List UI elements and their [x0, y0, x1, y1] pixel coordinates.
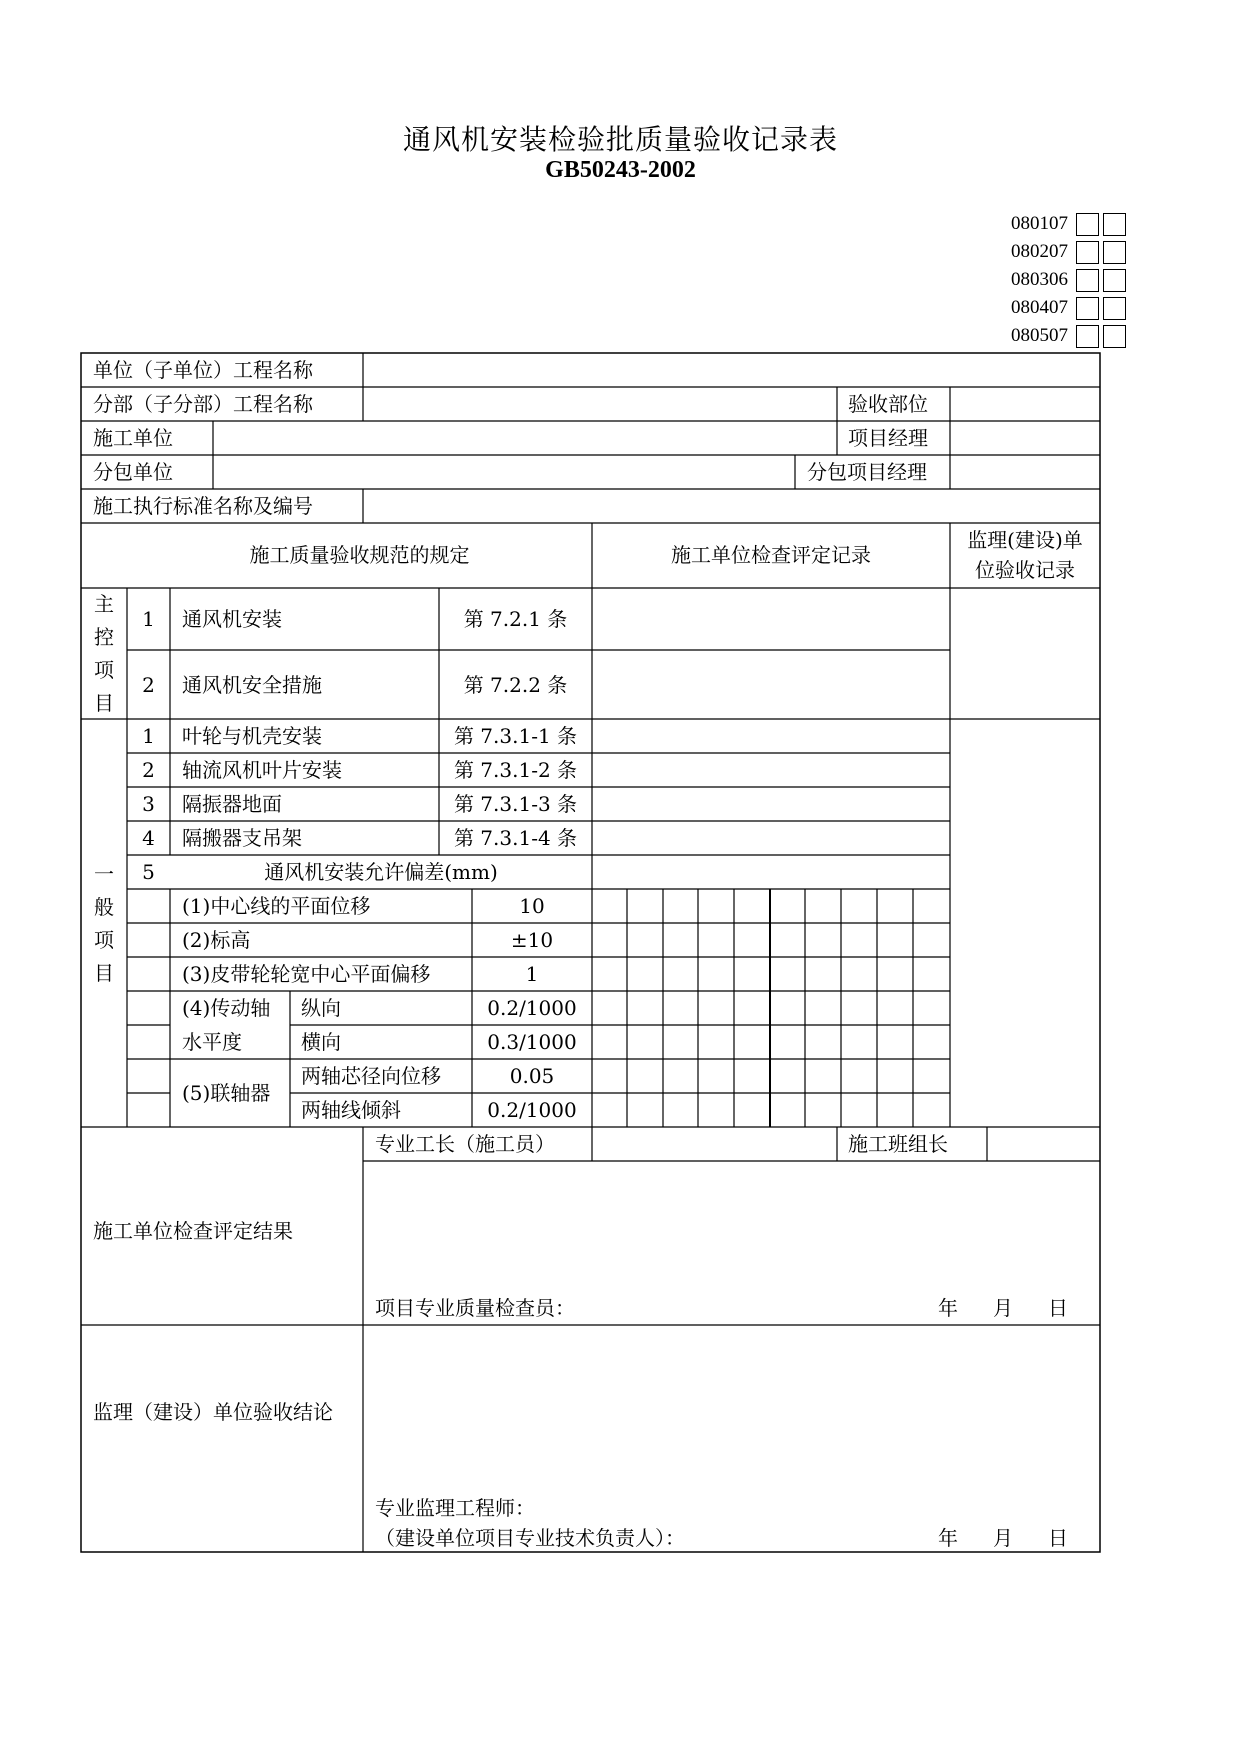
- item-number: 4: [142, 826, 155, 850]
- item-clause: 第 7.3.1-4 条: [453, 826, 578, 850]
- project-manager-label: 项目经理: [848, 426, 928, 450]
- general-label-char: 项: [94, 928, 114, 952]
- deviation-item-name: (1)中心线的平面位移: [182, 894, 371, 918]
- supervision-column-header-line1: 监理(建设)单: [967, 528, 1083, 552]
- item-name: 通风机安装: [182, 607, 282, 631]
- general-label-char: 一: [94, 862, 114, 886]
- shaft-label-line2: 水平度: [182, 1030, 242, 1054]
- date-year: 年: [938, 1526, 958, 1550]
- subcontract-unit-label: 分包单位: [93, 460, 173, 484]
- coupling-label: (5)联轴器: [182, 1081, 271, 1105]
- item-number: 2: [142, 673, 155, 697]
- item-number: 2: [142, 758, 155, 782]
- main-control-label-char: 目: [94, 691, 114, 715]
- shaft-item-value: 0.3/1000: [487, 1030, 577, 1054]
- supervision-column-header-line2: 位验收记录: [975, 558, 1075, 582]
- team-leader-label: 施工班组长: [848, 1132, 948, 1156]
- main-control-label-char: 控: [94, 625, 114, 649]
- general-label-char: 般: [94, 895, 114, 919]
- item-number: 5: [142, 860, 155, 884]
- supervision-engineer-label: 专业监理工程师：: [375, 1496, 535, 1520]
- item-name: 轴流风机叶片安装: [182, 758, 342, 782]
- shaft-item-name: 横向: [301, 1030, 341, 1054]
- shaft-item-name: 纵向: [301, 996, 341, 1020]
- owner-tech-label: （建设单位项目专业技术负责人）：: [375, 1526, 685, 1550]
- main-control-label-char: 项: [94, 658, 114, 682]
- subcontract-manager-label: 分包项目经理: [807, 460, 927, 484]
- deviation-item-value: 1: [525, 962, 539, 986]
- spec-column-header: 施工质量验收规范的规定: [249, 543, 470, 567]
- item-name: 隔搬器支吊架: [182, 826, 302, 850]
- sub-project-label: 分部（子分部）工程名称: [93, 392, 313, 416]
- coupling-item-name: 两轴线倾斜: [301, 1098, 401, 1122]
- standard-label: 施工执行标准名称及编号: [93, 494, 313, 518]
- acceptance-part-label: 验收部位: [848, 392, 928, 416]
- item-number: 3: [142, 792, 155, 816]
- coupling-item-name: 两轴芯径向位移: [301, 1064, 441, 1088]
- standard-code: GB50243-2002: [545, 157, 696, 183]
- date-day: 日: [1048, 1526, 1068, 1550]
- date-year: 年: [938, 1296, 958, 1320]
- item-name: 叶轮与机壳安装: [182, 724, 322, 748]
- construction-unit-label: 施工单位: [93, 426, 173, 450]
- item-name: 通风机安全措施: [182, 673, 322, 697]
- item-clause: 第 7.3.1-2 条: [453, 758, 578, 782]
- date-day: 日: [1048, 1296, 1068, 1320]
- quality-inspector-label: 项目专业质量检查员：: [375, 1296, 575, 1320]
- item-number: 1: [142, 724, 155, 748]
- shaft-item-value: 0.2/1000: [487, 996, 577, 1020]
- check-record-column-header: 施工单位检查评定记录: [671, 543, 871, 567]
- date-month: 月: [993, 1526, 1013, 1550]
- date-month: 月: [993, 1296, 1013, 1320]
- foreman-label: 专业工长（施工员）: [375, 1132, 555, 1156]
- shaft-label-line1: (4)传动轴: [182, 996, 271, 1020]
- deviation-item-name: (3)皮带轮轮宽中心平面偏移: [182, 962, 431, 986]
- deviation-item-name: (2)标高: [182, 928, 251, 952]
- item-clause: 第 7.2.1 条: [463, 607, 568, 631]
- deviation-item-value: 10: [519, 894, 545, 918]
- code-text: 080306: [1011, 269, 1068, 290]
- page-title: 通风机安装检验批质量验收记录表: [402, 123, 838, 156]
- item-number: 1: [142, 607, 155, 631]
- code-text: 080107: [1011, 213, 1068, 234]
- coupling-item-value: 0.2/1000: [487, 1098, 577, 1122]
- construction-result-label: 施工单位检查评定结果: [93, 1219, 293, 1243]
- unit-project-label: 单位（子单位）工程名称: [93, 358, 313, 382]
- item-clause: 第 7.2.2 条: [463, 673, 568, 697]
- main-control-label-char: 主: [94, 592, 114, 616]
- code-text: 080407: [1011, 297, 1068, 318]
- deviation-item-value: ±10: [510, 928, 554, 952]
- general-label-char: 目: [94, 961, 114, 985]
- item-clause: 第 7.3.1-3 条: [453, 792, 578, 816]
- item-name: 隔振器地面: [182, 792, 282, 816]
- deviation-title: 通风机安装允许偏差(mm): [264, 860, 498, 884]
- supervision-conclusion-label: 监理（建设）单位验收结论: [93, 1400, 333, 1424]
- code-text: 080507: [1011, 325, 1068, 346]
- code-text: 080207: [1011, 241, 1068, 262]
- item-clause: 第 7.3.1-1 条: [453, 724, 578, 748]
- coupling-item-value: 0.05: [509, 1064, 555, 1088]
